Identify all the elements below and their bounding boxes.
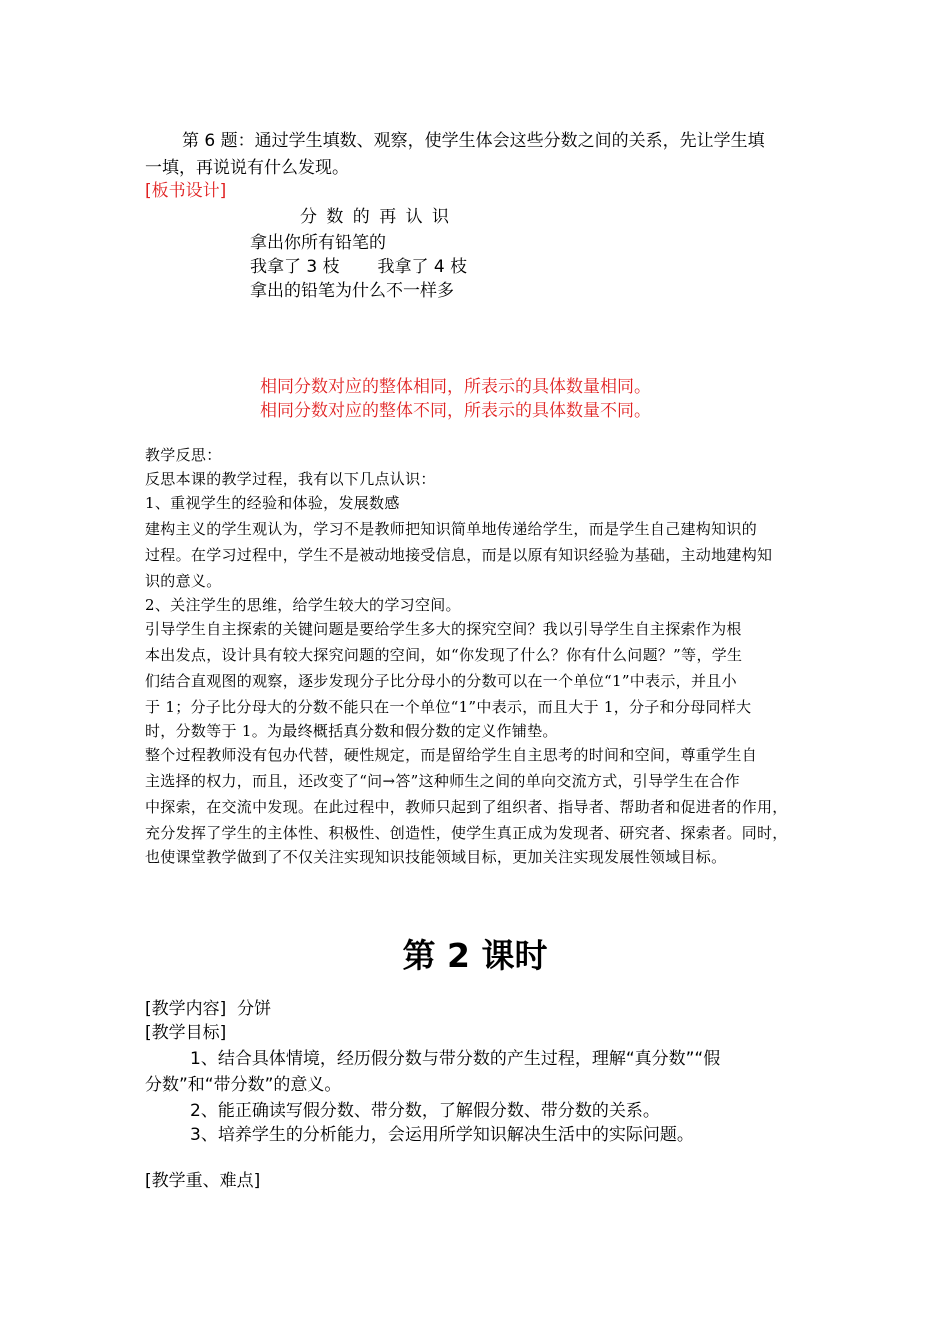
lesson2-content: [教学内容] 分饼 — [145, 999, 272, 1019]
board-line-1: 拿出你所有铅笔的 — [250, 233, 386, 253]
lesson2-key-points-heading: [教学重、难点] — [145, 1171, 261, 1191]
intro-line-1: 第 6 题：通过学生填数、观察，使学生体会这些分数之间的关系，先让学生填 — [182, 131, 765, 151]
reflection-line: 识的意义。 — [145, 572, 222, 590]
reflection-line: 于 1；分子比分母大的分数不能只在一个单位“1”中表示，而且大于 1，分子和分母同样大 — [145, 698, 752, 716]
reflection-line: 2、关注学生的思维，给学生较大的学习空间。 — [145, 596, 461, 614]
reflection-line: 引导学生自主探索的关键问题是要给学生多大的探究空间？我以引导学生自主探索作为根 — [145, 620, 742, 638]
intro-line-2: 一填，再说说有什么发现。 — [145, 158, 349, 178]
board-conclusion-2: 相同分数对应的整体不同，所表示的具体数量不同。 — [260, 401, 651, 421]
reflection-line: 1、重视学生的经验和体验，发展数感 — [145, 494, 400, 512]
reflection-line: 主选择的权力，而且，还改变了“问→答”这种师生之间的单向交流方式，引导学生在合作 — [145, 772, 740, 790]
reflection-line: 本出发点，设计具有较大探究问题的空间，如“你发现了什么？你有什么问题？”等，学生 — [145, 646, 743, 664]
board-line-2: 我拿了 3 枝 我拿了 4 枝 — [250, 257, 468, 277]
lesson2-goals-heading: [教学目标] — [145, 1023, 227, 1043]
lesson2-goal-3: 3、培养学生的分析能力，会运用所学知识解决生活中的实际问题。 — [190, 1125, 694, 1145]
lesson2-title: 第 2 课时 — [402, 936, 548, 975]
board-heading: [板书设计] — [145, 181, 227, 201]
lesson2-goal-1: 1、结合具体情境，经历假分数与带分数的产生过程，理解“真分数”“假 — [190, 1049, 721, 1069]
reflection-line: 中探索，在交流中发现。在此过程中，教师只起到了组织者、指导者、帮助者和促进者的作用， — [145, 798, 788, 816]
reflection-line: 过程。在学习过程中，学生不是被动地接受信息，而是以原有知识经验为基础，主动地建构知 — [145, 546, 773, 564]
lesson2-goal-2: 2、能正确读写假分数、带分数，了解假分数、带分数的关系。 — [190, 1101, 660, 1121]
board-line-3: 拿出的铅笔为什么不一样多 — [250, 281, 454, 301]
reflection-line: 充分发挥了学生的主体性、积极性、创造性，使学生真正成为发现者、研究者、探索者。同时， — [145, 824, 788, 842]
reflection-line: 也使课堂教学做到了不仅关注实现知识技能领域目标，更加关注实现发展性领域目标。 — [145, 848, 727, 866]
reflection-line: 时，分数等于 1。为最终概括真分数和假分数的定义作铺垫。 — [145, 722, 558, 740]
board-title: 分 数 的 再 认 识 — [300, 207, 452, 227]
lesson2-goal-1-cont: 分数”和“带分数”的意义。 — [145, 1075, 342, 1095]
board-conclusion-1: 相同分数对应的整体相同，所表示的具体数量相同。 — [260, 377, 651, 397]
reflection-line: 整个过程教师没有包办代替，硬性规定，而是留给学生自主思考的时间和空间，尊重学生自 — [145, 746, 758, 764]
reflection-line: 建构主义的学生观认为，学习不是教师把知识简单地传递给学生，而是学生自己建构知识的 — [145, 520, 758, 538]
reflection-line: 教学反思： — [145, 446, 222, 464]
reflection-line: 反思本课的教学过程，我有以下几点认识： — [145, 470, 436, 488]
reflection-line: 们结合直观图的观察，逐步发现分子比分母小的分数可以在一个单位“1”中表示，并且小 — [145, 672, 737, 690]
